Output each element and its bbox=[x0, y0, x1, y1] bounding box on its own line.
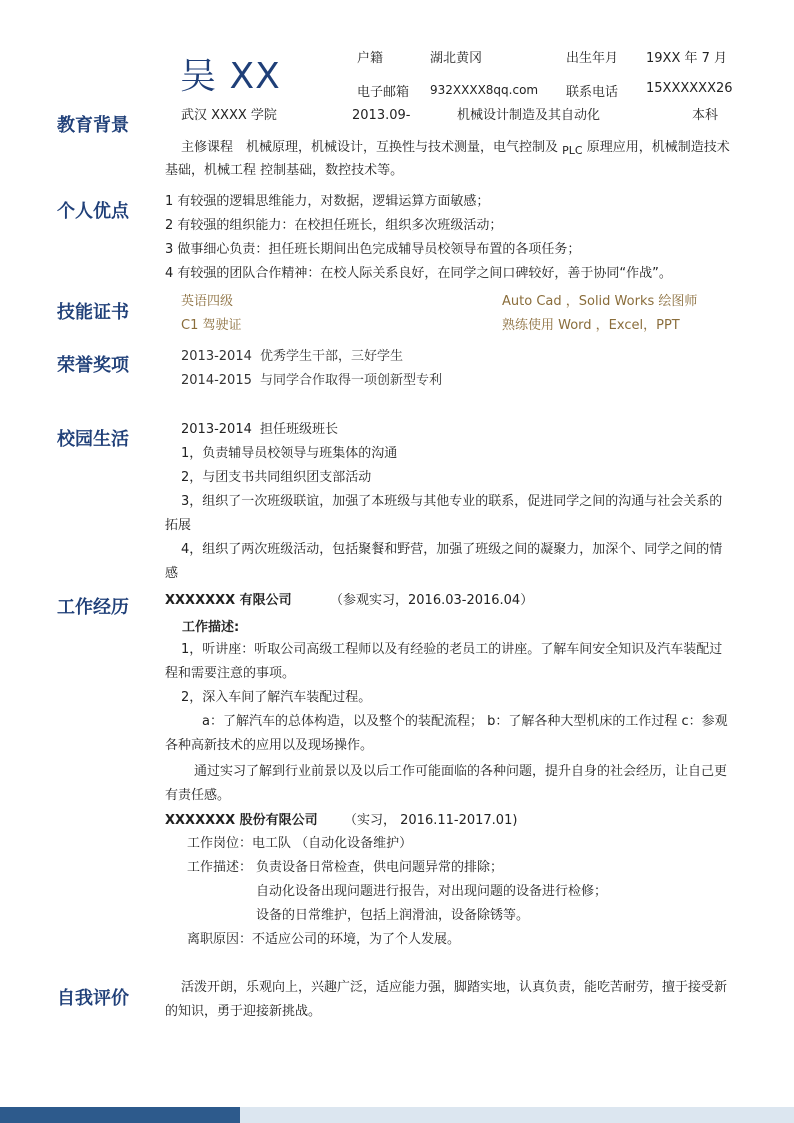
campus-item: 2，与团支书共同组织团支部活动 bbox=[181, 470, 372, 485]
self-eval-line1: 活泼开朗，乐观向上，兴趣广泛，适应能力强，脚踏实地，认真负责，能吃苦耐劳，擅于接受新 bbox=[181, 980, 728, 995]
work-desc-label: 工作描述: bbox=[182, 620, 240, 635]
footer-bar-light bbox=[240, 1107, 794, 1123]
section-education-title: 教育背景 bbox=[57, 115, 129, 136]
work-company-2-note: （实习， 2016.11-2017.01) bbox=[344, 813, 518, 828]
section-campus-title: 校园生活 bbox=[57, 429, 129, 450]
birth-value: 19XX 年 7 月 bbox=[646, 51, 728, 66]
phone-label: 联系电话 bbox=[566, 85, 619, 100]
work-desc2-line: 负责设备日常检查，供电问题异常的排除； bbox=[256, 860, 504, 875]
work-desc2-line: 自动化设备出现问题进行报告，对出现问题的设备进行检修； bbox=[256, 884, 608, 899]
section-self-title: 自我评价 bbox=[57, 988, 129, 1009]
campus-item: 感 bbox=[165, 566, 179, 581]
education-school: 武汉 XXXX 学院 bbox=[181, 108, 277, 123]
campus-item: 4，组织了两次班级活动，包括聚餐和野营，加强了班级之间的凝聚力，加深个、同学之间的情 bbox=[181, 542, 723, 557]
work-desc2-line: 设备的日常维护，包括上润滑油，设备除锈等。 bbox=[256, 908, 530, 923]
education-major: 机械设计制造及其自动化 bbox=[457, 108, 601, 123]
candidate-name: 吴 XX bbox=[180, 56, 281, 97]
work-desc-line: 有责任感。 bbox=[165, 788, 231, 803]
campus-role: 担任班级班长 bbox=[260, 422, 339, 437]
section-strengths-title: 个人优点 bbox=[57, 201, 129, 222]
work-desc-line: 2，深入车间了解汽车装配过程。 bbox=[181, 690, 372, 705]
strength-item: 1 有较强的逻辑思维能力，对数据，逻辑运算方面敏感； bbox=[165, 194, 490, 209]
courses-part-a: 主修课程 机械原理，机械设计，互换性与技术测量，电气控制及 bbox=[181, 140, 559, 155]
campus-item: 拓展 bbox=[165, 518, 192, 533]
work-leave-reason: 离职原因：不适应公司的环境，为了个人发展。 bbox=[187, 932, 461, 947]
section-honors-title: 荣誉奖项 bbox=[57, 355, 129, 376]
education-date: 2013.09- bbox=[352, 108, 411, 123]
self-eval-line2: 的知识，勇于迎接新挑战。 bbox=[165, 1004, 322, 1019]
education-courses-line2: 基础，机械工程 控制基础，数控技术等。 bbox=[165, 163, 404, 178]
work-desc2-label: 工作描述： bbox=[187, 860, 253, 875]
education-courses-line1 bbox=[181, 136, 730, 160]
hukou-value: 湖北黄冈 bbox=[430, 51, 483, 66]
education-degree: 本科 bbox=[692, 108, 719, 123]
courses-part-b: 原理应用，机械制造技术 bbox=[586, 140, 730, 155]
work-company-2: XXXXXXX 股份有限公司 bbox=[165, 813, 318, 828]
email-label: 电子邮箱 bbox=[357, 85, 410, 100]
hukou-label: 户籍 bbox=[357, 51, 384, 66]
birth-label: 出生年月 bbox=[566, 51, 619, 66]
skill-english: 英语四级 bbox=[181, 294, 234, 309]
campus-year: 2013-2014 bbox=[181, 422, 252, 437]
work-company-1-note: （参观实习，2016.03-2016.04） bbox=[330, 593, 534, 608]
skill-office: 熟练使用 Word ，Excel，PPT bbox=[502, 318, 680, 333]
work-desc-line: 各种高新技术的应用以及现场操作。 bbox=[165, 738, 374, 753]
honor-year: 2013-2014 bbox=[181, 349, 252, 364]
section-skills-title: 技能证书 bbox=[57, 302, 129, 323]
strength-item: 2 有较强的组织能力：在校担任班长，组织多次班级活动； bbox=[165, 218, 503, 233]
skill-cad: Auto Cad ，Solid Works 绘图师 bbox=[502, 294, 698, 309]
work-company-1: XXXXXXX 有限公司 bbox=[165, 593, 292, 608]
email-value: 932XXXX8qq.com bbox=[430, 83, 539, 97]
work-desc-line: 1，听讲座：听取公司高级工程师以及有经验的老员工的讲座。了解车间安全知识及汽车装配过 bbox=[181, 642, 723, 657]
work-desc-line: 通过实习了解到行业前景以及以后工作可能面临的各种问题，提升自身的社会经历，让自己更 bbox=[194, 764, 728, 779]
footer-bar-dark bbox=[0, 1107, 240, 1123]
honor-text: 优秀学生干部，三好学生 bbox=[260, 349, 404, 364]
skill-license: C1 驾驶证 bbox=[181, 318, 242, 333]
honor-text: 与同学合作取得一项创新型专利 bbox=[260, 373, 443, 388]
work-desc-line: a：了解汽车的总体构造，以及整个的装配流程； b：了解各种大型机床的工作过程 c：参观 bbox=[202, 714, 728, 729]
campus-item: 3，组织了一次班级联谊，加强了本班级与其他专业的联系，促进同学之间的沟通与社会关系的 bbox=[181, 494, 723, 509]
section-work-title: 工作经历 bbox=[57, 597, 129, 618]
courses-plc: PLC bbox=[562, 144, 583, 157]
campus-item: 1，负责辅导员校领导与班集体的沟通 bbox=[181, 446, 398, 461]
work-desc-line: 程和需要注意的事项。 bbox=[165, 666, 296, 681]
phone-value: 15XXXXXX26 bbox=[646, 81, 733, 96]
work-post: 工作岗位：电工队 （自动化设备维护） bbox=[187, 836, 413, 851]
strength-item: 4 有较强的团队合作精神：在校人际关系良好，在同学之间口碑较好，善于协同“作战”。 bbox=[165, 266, 672, 281]
honor-year: 2014-2015 bbox=[181, 373, 252, 388]
strength-item: 3 做事细心负责：担任班长期间出色完成辅导员校领导布置的各项任务； bbox=[165, 242, 581, 257]
